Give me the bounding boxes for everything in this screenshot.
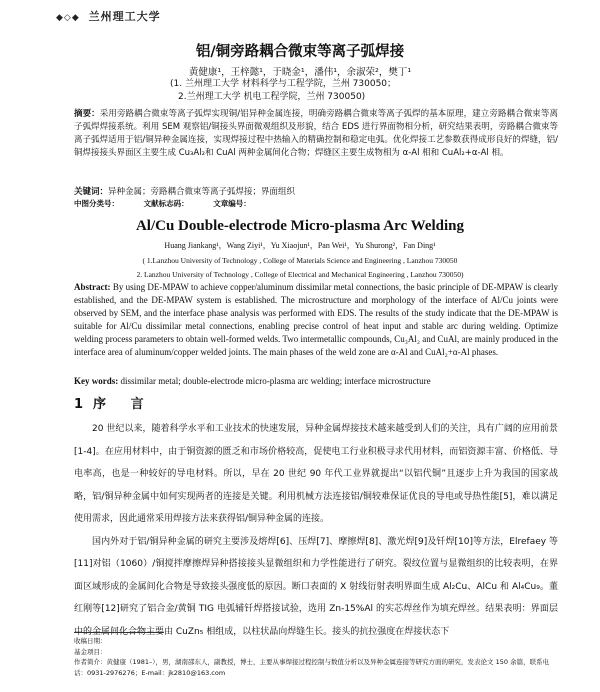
keywords-chinese <box>74 185 295 197</box>
abstract-chinese <box>74 108 558 160</box>
journal-logo-text: 兰州理工大学 <box>88 10 161 23</box>
authors-chinese: 黄健康¹，王梓懿¹，于晓金¹，潘伟¹，余淑荣²，樊丁¹ <box>188 67 412 78</box>
abstract-zh-text: 采用旁路耦合微束等离子弧焊实现铜/铝异种金属连接，明确旁路耦合微束等离子弧焊的基本原理，建立旁路耦合微束等离子弧焊焊接系统。利用 SEM 观察铝/铜接头界面微观组织及形貌，结合 EDS 进行界面物相分析，研究结果表明，旁路耦合微束等离子弧焊适用于铝/铜异种金属连接，实现焊接过程中热输入的精确控制和稳定电弧。优化焊接工艺参数获得成形良好的焊缝，铝/铜焊接接头界面区主要生成 Cu₃Al₂和 CuAl 两种金属间化合物；焊缝区主要生成物相为 α-Al 相和 CuAl₂+α-Al 相。 <box>74 109 558 158</box>
body-paragraph: 20 世纪以来，随着科学水平和工业技术的快速发展，异种金属焊接技术越来越受到人们的关注，具有广阔的应用前景[1-4]。在应用材料中，由于铜资源的匮乏和市场价格较高，促使电工行业积极寻求代用材料，而铝资源丰富、价格低、导电率高，也是一种较好的导电材料。所以，早在 20 世纪 90 年代工业界就提出“以铝代铜”且逐步上升为我国的国家战略，铝/铜异种金属中如何实现两者的连接是关键。利用机械方法连接铝/铜较难保证优良的导电或导热性能[5]，难以满足使用需求，因此通常采用焊接方法来获得铝/铜异种金属的连接。 <box>74 424 558 524</box>
clc-number-label: 中图分类号： <box>74 199 119 208</box>
abstract-zh-label: 摘要： <box>74 109 100 119</box>
footnote <box>74 636 558 678</box>
footnote-divider <box>74 632 164 633</box>
body-text <box>74 418 558 643</box>
abstract-english <box>74 281 558 358</box>
body-paragraph: 国内外对于铝/铜异种金属的研究主要涉及熔焊[6]、压焊[7]、摩擦焊[8]、激光焊[9]及钎焊[10]等方法，Elrefaey 等[11]对铝（1060）/铜搅拌摩擦焊异种搭接接头显微组织和力学性能进行了研究。裂纹位置与显微组织的比较表明，在界面区域形成的金属间化合物是导致接头强度低的原因。断口表面的 X 射线衍射表明界面生成 Al₂Cu、AlCu 和 Al₄Cu₉。董红刚等[12]研究了铝合金/黄铜 TIG 电弧辅钎焊搭接试验，选用 Zn-15%Al 的实芯焊丝作为填充焊丝。结果表明：界面层中的金属间化合物主要由 CuZn₅ 相组成，以柱状晶向焊缝生长。接头的抗拉强度在焊接状态下 <box>74 536 558 637</box>
keywords-english <box>74 376 431 386</box>
keywords-en-text: dissimilar metal; double-electrode micro-plasma arc welding; interface microstructure <box>120 376 431 386</box>
footnote-author-bio: 作者简介：黄健康（1981–），男，湖南邵东人，副教授，博士，主要从事焊接过程控制与数值分析以及异种金属连接等研究方面的研究，发表论文 150 余篇，联系电话：0931-2976276；E-mail：jk2810@163.com <box>74 658 550 677</box>
keywords-en-label: Key words: <box>74 376 119 386</box>
title-chinese: 铝/铜旁路耦合微束等离子弧焊接 <box>195 44 405 60</box>
logo-mark-icon: ◆◇◆ <box>56 13 80 23</box>
keywords-zh-label: 关键词： <box>74 187 109 197</box>
affiliations-chinese <box>170 78 396 104</box>
affiliation-zh-1: (1. 兰州理工大学 材料科学与工程学院，兰州 730050； <box>170 79 397 89</box>
section-title: 序 言 <box>93 397 154 412</box>
title-english: Al/Cu Double-electrode Micro-plasma Arc Welding <box>135 218 465 234</box>
keywords-zh-text: 异种金属；旁路耦合微束等离子弧焊接；界面组织 <box>108 187 296 197</box>
abstract-en-label: Abstract: <box>74 282 111 292</box>
authors-english: Huang Jiankang¹，Wang Ziyi¹，Yu Xiaojun¹，Pan Wei¹，Yu Shurong²，Fan Ding¹ <box>164 241 436 250</box>
affiliations-english <box>0 254 600 282</box>
journal-logo <box>56 8 161 24</box>
document-code-label: 文献标志码： <box>143 199 189 208</box>
affiliation-en-1: ( 1.Lanzhou University of Technology , College of Materials Science and Engineering , Lanzhou 730050 <box>142 256 458 265</box>
abstract-en-text: By using DE-MPAW to achieve copper/aluminum dissimilar metal connections, the basic principle of DE-MPAW is clearly established, and the DE-MPAW system is established. The microstructure and morphology of the interface of Al/Cu joints were observed by SEM, and the interface phase analysis was performed with EDS. The results of the study indicate that the DE-MPAW is suitable for Al/Cu dissimilar metal connections, enabling precise control of heat input and stable arc during welding. Optimize welding process parameters to obtain well-formed welds. Two intermetallic compounds, Cu₃Al₂ and CuAl, are mainly produced in the interface area of aluminum/copper welded joints. The main phases of the weld zone are α-Al and CuAl₂+α-Al phases. <box>74 282 559 357</box>
affiliation-zh-2: 2.兰州理工大学 机电工程学院，兰州 730050) <box>178 92 366 102</box>
article-number-label: 文章编号： <box>213 199 251 208</box>
section-number: 1 <box>74 397 94 412</box>
footnote-funding: 基金项目： <box>74 647 107 656</box>
footnote-received: 收稿日期： <box>74 637 107 645</box>
affiliation-en-2: 2. Lanzhou University of Technology , College of Electrical and Mechanical Engineering , Lanzhou 730050) <box>136 270 464 279</box>
section-heading <box>74 393 154 412</box>
classification-line <box>74 198 273 209</box>
